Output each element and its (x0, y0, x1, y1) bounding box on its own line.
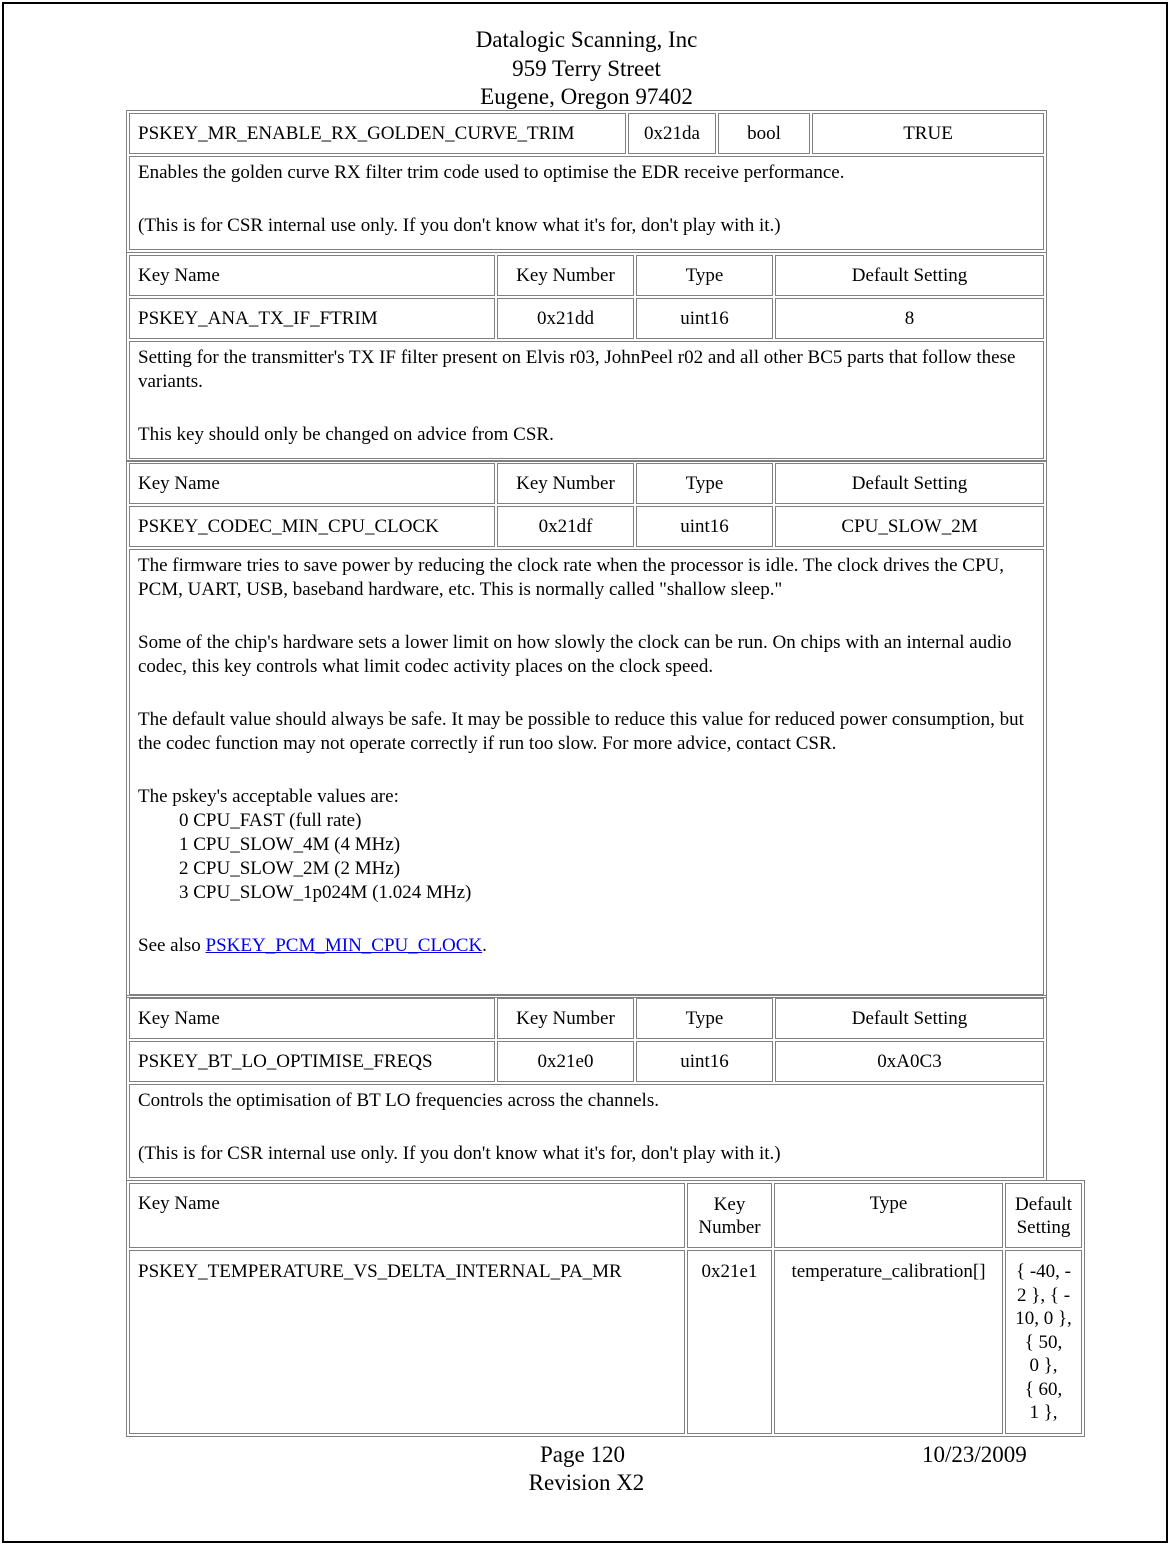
type-cell: uint16 (636, 298, 773, 339)
table-header-row (129, 463, 1044, 504)
description-cell (129, 549, 1044, 995)
table-row (129, 341, 1044, 459)
default-cell: 0xA0C3 (775, 1041, 1044, 1082)
column-header-type: Type (774, 1183, 1003, 1248)
company-city: Eugene, Oregon 97402 (480, 84, 693, 109)
see-also-suffix: . (482, 935, 487, 956)
default-line: { -40, - (1015, 1261, 1072, 1282)
default-line: 2 }, { - (1016, 1284, 1071, 1306)
pskey-table-ana-tx-if-ftrim (126, 252, 1047, 462)
pskey-table-codec-min-cpu-clock (126, 460, 1047, 998)
description-paragraph: (This is for CSR internal use only. If you don't know what it's for, don't play with it.) (138, 1143, 781, 1164)
key-number-cell: 0x21e0 (497, 1041, 634, 1082)
column-header-default-line2: Setting (1016, 1217, 1071, 1238)
default-cell (1005, 1250, 1082, 1434)
type-cell: uint16 (636, 506, 773, 547)
key-name-cell: PSKEY_CODEC_MIN_CPU_CLOCK (129, 506, 495, 547)
column-header-default: Default Setting (775, 463, 1044, 504)
default-line: 10, 0 }, (1015, 1308, 1072, 1329)
column-header-default-line1: Default (1015, 1194, 1072, 1215)
column-header-key-name: Key Name (129, 463, 495, 504)
page-number: Page 120 (540, 1442, 625, 1467)
table-row (129, 298, 1044, 339)
default-line: { 60, (1024, 1378, 1063, 1400)
column-header-default: Default Setting (775, 255, 1044, 296)
type-cell: temperature_calibration[] (774, 1250, 1003, 1434)
see-also-prefix: See also (138, 935, 206, 956)
table-header-row (129, 255, 1044, 296)
description-cell (129, 1084, 1044, 1178)
column-header-key-name: Key Name (129, 255, 495, 296)
table-row (129, 549, 1044, 995)
key-name-cell: PSKEY_MR_ENABLE_RX_GOLDEN_CURVE_TRIM (129, 113, 626, 154)
column-header-key-number: Key Number (497, 463, 634, 504)
key-name-cell: PSKEY_TEMPERATURE_VS_DELTA_INTERNAL_PA_MR (129, 1250, 685, 1434)
table-row (129, 1084, 1044, 1178)
see-also (138, 934, 1035, 958)
values-intro: The pskey's acceptable values are: (138, 786, 399, 807)
column-header-type: Type (636, 255, 773, 296)
default-cell: TRUE (812, 113, 1044, 154)
key-name-cell: PSKEY_ANA_TX_IF_FTRIM (129, 298, 495, 339)
default-line: 1 }, (1029, 1402, 1058, 1423)
column-header-key-number (687, 1183, 772, 1248)
description-paragraph: Some of the chip's hardware sets a lower limit on how slowly the clock can be run. On chips with an internal audio codec, this key controls what limit codec activity places on the clock speed. (138, 632, 1012, 677)
revision: Revision X2 (528, 1470, 645, 1495)
default-line: 0 }, (1029, 1355, 1058, 1376)
see-also-link[interactable]: PSKEY_PCM_MIN_CPU_CLOCK (205, 935, 483, 956)
pskey-table-temperature-vs-delta (126, 1180, 1085, 1437)
column-header-default: Default Setting (775, 998, 1044, 1039)
table-row (129, 1041, 1044, 1082)
table-header-row (129, 998, 1044, 1039)
value-item: 1 CPU_SLOW_4M (4 MHz) (179, 834, 401, 855)
key-name-cell: PSKEY_BT_LO_OPTIMISE_FREQS (129, 1041, 495, 1082)
table-row (129, 113, 1044, 154)
table-header-row (129, 1183, 1082, 1248)
description-paragraph: The firmware tries to save power by reducing the clock rate when the processor is idle. The clock drives the CPU, PCM, UART, USB, baseband hardware, etc. This is normally called "shallow sleep." (138, 555, 1004, 600)
key-number-cell: 0x21da (628, 113, 716, 154)
value-item: 0 CPU_FAST (full rate) (179, 810, 362, 831)
description-paragraph: The default value should always be safe. It may be possible to reduce this value for reduced power consumption, but the codec function may not operate correctly if run too slow. For more advice, contact CSR. (138, 709, 1024, 754)
company-name: Datalogic Scanning, Inc (475, 27, 698, 52)
description-paragraph: Enables the golden curve RX filter trim code used to optimise the EDR receive performance. (138, 162, 845, 183)
key-number-cell: 0x21e1 (687, 1250, 772, 1434)
column-header-key-number: Key Number (497, 255, 634, 296)
description-paragraph: This key should only be changed on advice from CSR. (138, 424, 554, 445)
column-header-key-number-line1: Key (713, 1194, 746, 1215)
page-date: 10/23/2009 (922, 1442, 1027, 1467)
company-street: 959 Terry Street (512, 55, 661, 81)
column-header-type: Type (636, 463, 773, 504)
column-header-default (1005, 1183, 1082, 1248)
type-cell: uint16 (636, 1041, 773, 1082)
type-cell: bool (718, 113, 810, 154)
column-header-key-name: Key Name (129, 998, 495, 1039)
description-cell (129, 156, 1044, 250)
default-line: { 50, (1024, 1331, 1063, 1353)
company-header (0, 26, 1173, 112)
pskey-table-golden-curve (126, 110, 1047, 253)
table-row (129, 1250, 1082, 1434)
default-cell: 8 (775, 298, 1044, 339)
column-header-key-name: Key Name (129, 1183, 685, 1248)
key-number-cell: 0x21dd (497, 298, 634, 339)
value-item: 3 CPU_SLOW_1p024M (1.024 MHz) (179, 882, 472, 903)
value-item: 2 CPU_SLOW_2M (2 MHz) (179, 858, 401, 879)
description-paragraph: (This is for CSR internal use only. If you don't know what it's for, don't play with it.) (138, 215, 781, 236)
values-list (138, 785, 1035, 905)
description-paragraph: Setting for the transmitter's TX IF filter present on Elvis r03, JohnPeel r02 and all other BC5 parts that follow these variants. (138, 347, 1016, 392)
default-cell: CPU_SLOW_2M (775, 506, 1044, 547)
table-row (129, 506, 1044, 547)
description-cell (129, 341, 1044, 459)
description-paragraph: Controls the optimisation of BT LO frequencies across the channels. (138, 1090, 659, 1111)
pskey-table-bt-lo-optimise-freqs (126, 995, 1047, 1181)
column-header-type: Type (636, 998, 773, 1039)
key-number-cell: 0x21df (497, 506, 634, 547)
column-header-key-number: Key Number (497, 998, 634, 1039)
table-row (129, 156, 1044, 250)
column-header-key-number-line2: Number (698, 1217, 761, 1238)
